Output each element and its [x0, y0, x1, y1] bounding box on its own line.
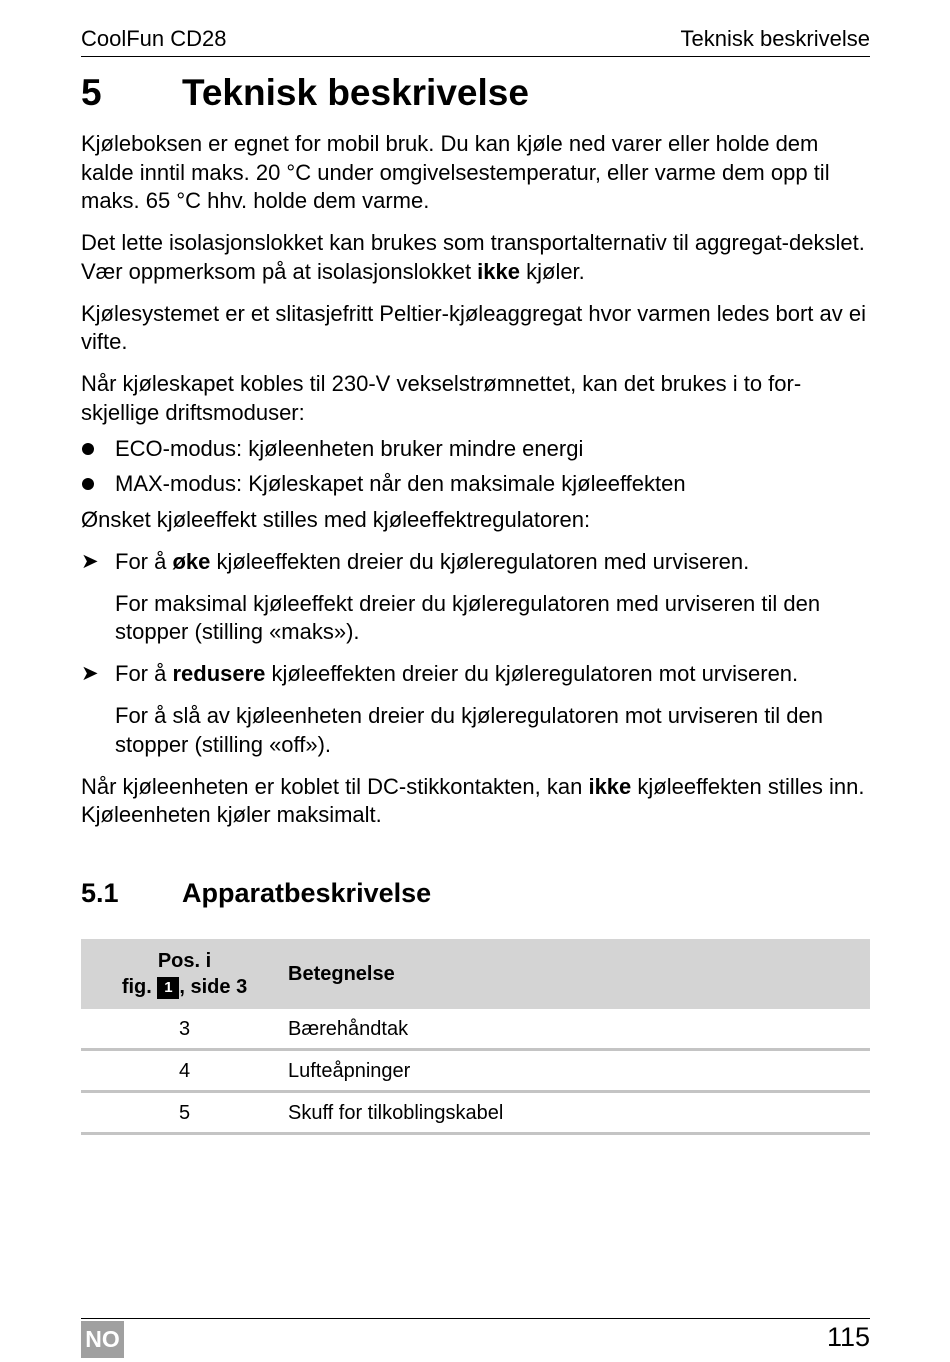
column-header-designation: Betegnelse — [288, 939, 870, 1009]
mode-list — [81, 435, 870, 499]
section-heading — [81, 72, 529, 114]
cell-position: 3 — [81, 1009, 288, 1050]
step-text-end: kjøleeffekten dreier du kjøleregulatoren med urviseren. — [210, 548, 750, 574]
paragraph-dc-note — [81, 773, 870, 830]
paragraph-cooling-system: Kjølesystemet er et slitasjefritt Peltier-kjøleaggregat hvor varmen ledes bort av ei vifte. — [81, 300, 866, 354]
paragraph-lid-text: Det lette isolasjonslokket kan brukes som transportalternativ til aggregat-dekslet. Vær oppmerksom på at isolasjonslokket — [81, 230, 865, 284]
table-row — [81, 1092, 870, 1134]
bullet-icon — [82, 478, 94, 490]
figure-number-badge: 1 — [157, 977, 179, 999]
header-chapter-title: Teknisk beskrivelse — [680, 26, 870, 51]
instruction-step-reduce — [81, 660, 870, 689]
paragraph-lid — [81, 229, 870, 286]
paragraph-dc-emphasis: ikke — [588, 773, 632, 799]
cell-position: 4 — [81, 1050, 288, 1092]
column-header-page-ref: , side 3 — [179, 976, 248, 998]
column-header-position-line1: Pos. i — [157, 950, 212, 972]
footer-divider — [81, 1318, 870, 1319]
step-text: For å — [115, 548, 173, 574]
step-text: For å — [115, 661, 173, 686]
section-title: Teknisk beskrivelse — [182, 72, 529, 113]
column-header-fig-label: fig. — [121, 976, 152, 998]
language-badge: NO — [81, 1321, 124, 1358]
instruction-note-off: For å slå av kjøleenheten dreier du kjøleregulatoren mot urviseren til den stopper (stilling «off»). — [115, 703, 824, 757]
step-emphasis: redusere — [172, 661, 266, 686]
paragraph-dc-text-end: kjøleeffekten stilles inn. Kjøleenheten kjøler maksimalt. — [81, 773, 865, 827]
paragraph-modes-intro: Når kjøleskapet kobles til 230-V vekselstrømnettet, kan det brukes i to for-skjellige driftsmoduser: — [81, 371, 802, 425]
column-header-position — [81, 939, 288, 1009]
section-number: 5 — [81, 72, 102, 113]
paragraph-dc-text: Når kjøleenheten er koblet til DC-stikkontakten, kan — [81, 773, 589, 799]
parts-table — [81, 939, 870, 1135]
cell-position: 5 — [81, 1092, 288, 1134]
instruction-step-increase — [81, 548, 870, 577]
paragraph-lid-emphasis: ikke — [477, 258, 520, 284]
paragraph-lid-text-end: kjøler. — [520, 258, 585, 284]
list-item — [81, 470, 870, 499]
table-header-row — [81, 939, 870, 1009]
section-body — [81, 130, 870, 843]
cell-designation: Bærehåndtak — [288, 1009, 870, 1050]
paragraph-intro: Kjøleboksen er egnet for mobil bruk. Du kan kjøle ned varer eller holde dem kalde inntil maks. 20 °C under omgivelsestemperatur, eller varme dem opp til maks. 65 °C hhv. holde dem varme. — [81, 131, 830, 213]
subsection-number: 5.1 — [81, 878, 119, 908]
cell-designation: Lufteåpninger — [288, 1050, 870, 1092]
table-row — [81, 1050, 870, 1092]
step-emphasis: øke — [172, 548, 211, 574]
paragraph-regulator-intro: Ønsket kjøleeffekt stilles med kjøleeffektregulatoren: — [81, 506, 591, 532]
arrow-right-icon: ➤ — [81, 662, 99, 685]
list-item-text: ECO-modus: kjøleenheten bruker mindre energi — [115, 435, 584, 461]
bullet-icon — [82, 443, 94, 455]
arrow-right-icon: ➤ — [81, 549, 99, 573]
subsection-heading — [81, 878, 431, 909]
list-item — [81, 435, 870, 464]
subsection-title: Apparatbeskrivelse — [182, 878, 432, 908]
table-row — [81, 1009, 870, 1050]
instruction-note-max: For maksimal kjøleeffekt dreier du kjøleregulatoren med urviseren til den stopper (stilling «maks»). — [115, 590, 821, 644]
step-text-end: kjøleeffekten dreier du kjøleregulatoren mot urviseren. — [265, 661, 799, 686]
list-item-text: MAX-modus: Kjøleskapet når den maksimale kjøleeffekten — [115, 471, 686, 496]
running-header — [81, 26, 870, 57]
header-product-name: CoolFun CD28 — [81, 26, 227, 51]
cell-designation: Skuff for tilkoblingskabel — [288, 1092, 870, 1134]
document-page — [81, 0, 870, 1362]
page-number: 115 — [826, 1322, 870, 1352]
